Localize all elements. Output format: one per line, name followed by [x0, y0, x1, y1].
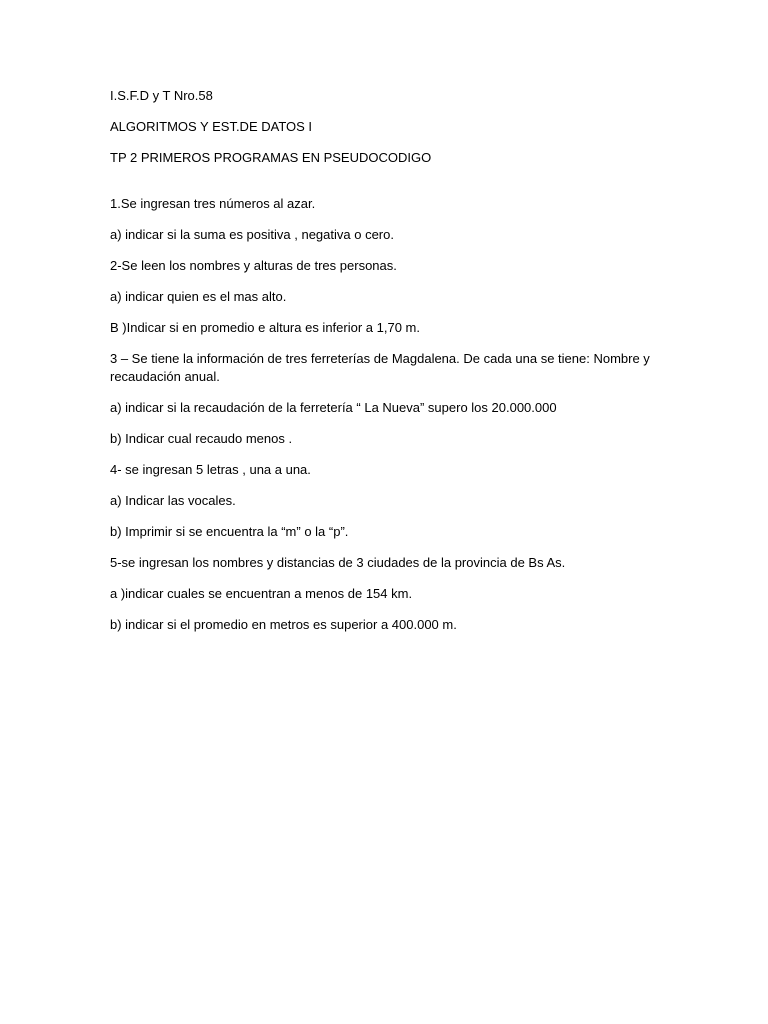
- subject-line: ALGORITMOS Y EST.DE DATOS I: [110, 119, 313, 134]
- exercise-3: 3 – Se tiene la información de tres ferreterías de Magdalena. De cada una se tiene: Nombre y recaudación anual.: [110, 351, 650, 384]
- exercise-3a: a) indicar si la recaudación de la ferretería “ La Nueva” supero los 20.000.000: [110, 400, 557, 415]
- exercise-2a: a) indicar quien es el mas alto.: [110, 289, 287, 304]
- exercise-1a: a) indicar si la suma es positiva , negativa o cero.: [110, 227, 394, 242]
- exercise-4: 4- se ingresan 5 letras , una a una.: [110, 462, 311, 477]
- exercise-2b: B )Indicar si en promedio e altura es inferior a 1,70 m.: [110, 320, 420, 335]
- exercise-4b: b) Imprimir si se encuentra la “m” o la “p”.: [110, 524, 349, 539]
- spacer: [110, 180, 670, 195]
- exercise-5a: a )indicar cuales se encuentran a menos de 154 km.: [110, 586, 413, 601]
- assignment-title: TP 2 PRIMEROS PROGRAMAS EN PSEUDOCODIGO: [110, 150, 432, 165]
- exercise-2: 2-Se leen los nombres y alturas de tres personas.: [110, 258, 397, 273]
- exercise-3b: b) Indicar cual recaudo menos .: [110, 431, 293, 446]
- exercise-4a: a) Indicar las vocales.: [110, 493, 236, 508]
- document-body: [110, 87, 670, 647]
- exercise-5b: b) indicar si el promedio en metros es superior a 400.000 m.: [110, 617, 457, 632]
- exercise-5: 5-se ingresan los nombres y distancias de 3 ciudades de la provincia de Bs As.: [110, 555, 566, 570]
- institute-line: I.S.F.D y T Nro.58: [110, 88, 213, 103]
- exercise-1: 1.Se ingresan tres números al azar.: [110, 196, 316, 211]
